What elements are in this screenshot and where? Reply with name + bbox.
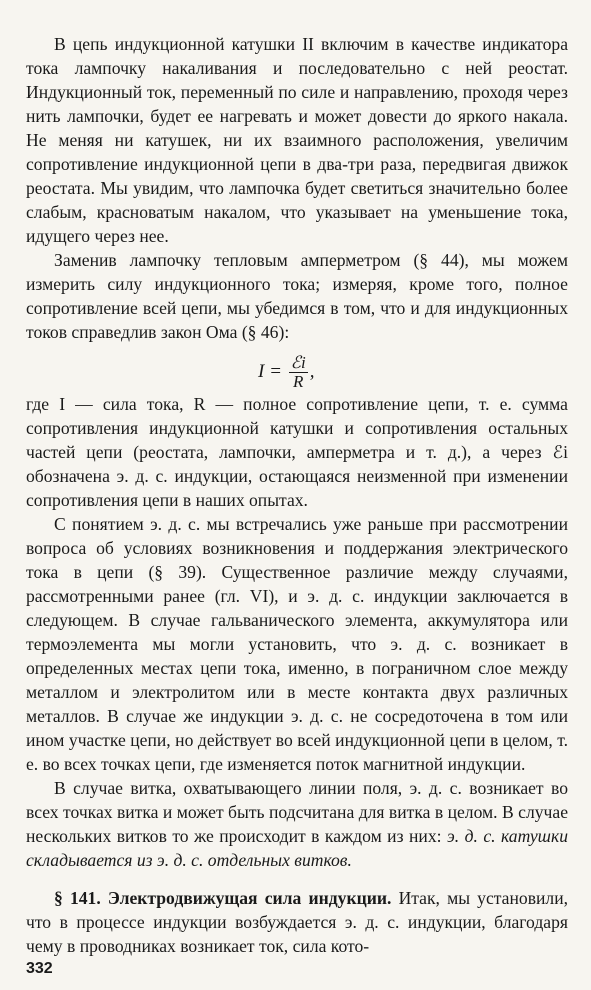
paragraph-5 — [26, 776, 568, 872]
section-141 — [26, 886, 568, 958]
paragraph-1: В цепь индукционной катушки II включим в качестве индикатора тока лампочку накаливания и последовательно с ней реостат. Индукционный ток, переменный по силе и направлению, проходя через нить лампочки, будет ее нагревать и может довести до яркого накала. Не меняя ни катушек, ни их взаимного расположения, увеличим сопротивление индукционной цепи в два-три раза, передвигая движок реостата. Мы увидим, что лампочка будет светиться значительно более слабым, красноватым накалом, что указывает на уменьшение тока, идущего через нее. — [26, 34, 568, 246]
ohm-law-formula — [26, 344, 568, 392]
paragraph-5-text: В случае витка, охватывающего линии поля, э. д. с. возникает во всех точках витка и может быть подсчитана для витка в целом. В случае нескольких витков то же происходит в каждом из них: — [26, 778, 568, 846]
paragraph-4: С понятием э. д. с. мы встречались уже раньше при рассмотрении вопроса об условиях возникновения и поддержания электрического тока в цепи (§ 39). Существенное различие между случаями, рассмотренными ранее (гл. VI), и э. д. с. индукции заключается в следующем. В случае гальванического элемента, аккумулятора или термоэлемента мы могли установить, что э. д. с. возникает в определенных местах цепи тока, именно, в пограничном слое между металлом и электролитом или в месте контакта двух различных металлов. В случае же индукции э. д. с. не сосредоточена в том или ином участке цепи, но действует во всей индукционной цепи в целом, т. е. во всех точках цепи, где изменяется поток магнитной индукции. — [26, 514, 568, 774]
formula-tail: , — [309, 360, 315, 382]
formula-denominator: R — [292, 372, 304, 391]
formula-numerator: ℰi — [290, 353, 306, 372]
page-text — [26, 32, 568, 958]
section-text: Итак, мы установили, что в процессе индукции возбуждается э. д. с. индукции, благодаря чему в проводниках возникает ток, сила кото- — [26, 888, 569, 956]
formula-fraction — [289, 354, 308, 391]
formula-equals: = — [269, 360, 282, 382]
paragraph-3: где I — сила тока, R — полное сопротивление цепи, т. е. сумма сопротивления индукционной катушки и сопротивления остальных частей цепи (реостата, лампочки, амперметра и т. д.), а через ℰi обозначена э. д. с. индукции, остающаяся неизменной при изменении сопротивления цепи в наших опытах. — [26, 394, 568, 510]
formula-lhs: I — [258, 360, 265, 382]
paragraph-5-italic: э. д. с. катушки складывается из э. д. с. отдельных витков. — [26, 826, 568, 870]
section-heading: § 141. Электродвижущая сила индукции. — [54, 888, 392, 908]
page-number: 332 — [26, 960, 53, 977]
paragraph-2: Заменив лампочку тепловым амперметром (§ 44), мы можем измерить силу индукционного тока; измеряя, кроме того, полное сопротивление всей цепи, мы убедимся в том, что и для индукционных токов справедлив закон Ома (§ 46): — [26, 250, 568, 342]
